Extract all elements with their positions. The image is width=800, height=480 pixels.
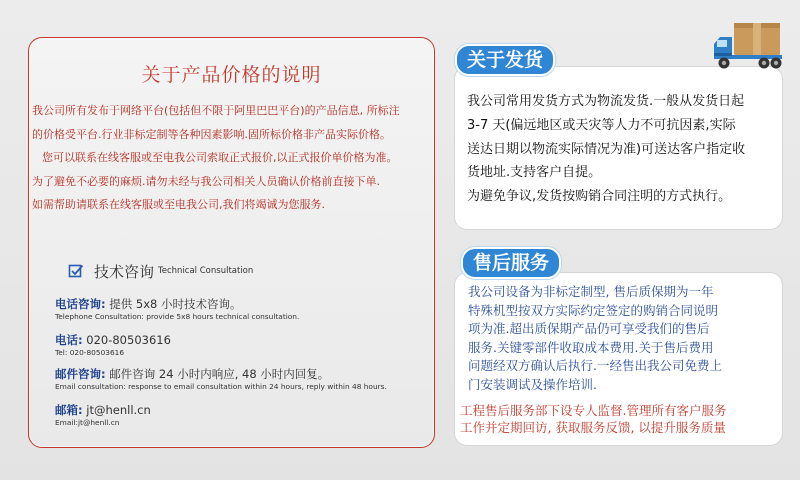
service-red-line: 工程售后服务部下设专人监督.管理所有客户服务 bbox=[460, 403, 727, 418]
shipping-line: 为避免争议,发货按购销合同注明的方式执行。 bbox=[467, 189, 732, 205]
phone-row bbox=[55, 332, 435, 357]
phone-en: Tel: 020-80503616 bbox=[55, 348, 125, 357]
pricing-notes bbox=[32, 99, 402, 217]
tech-consult-heading bbox=[68, 261, 253, 281]
service-line: 我公司设备为非标定制型, 售后质保期为一年 bbox=[468, 284, 714, 299]
checkbox-icon bbox=[68, 263, 84, 279]
phone-consult-value: 提供 5x8 小时技术咨询。 bbox=[109, 297, 242, 311]
email-value[interactable]: jt@henll.cn bbox=[86, 403, 151, 417]
tech-consult-title: 技术咨询 bbox=[94, 262, 155, 281]
shipping-line: 我公司常用发货方式为物流发货.一般从发货日起 bbox=[467, 94, 745, 109]
pricing-paragraph: 您可以联系在线客服或至电我公司索取正式报价,以正式报价单价格为准。 为了避免不必要的麻烦.请勿未经与我公司相关人员确认价格前直接下单. bbox=[32, 151, 398, 188]
phone-consult-label: 电话咨询: bbox=[55, 297, 106, 311]
phone-value[interactable]: 020-80503616 bbox=[86, 333, 171, 347]
shipping-line: 3-7 天(偏远地区或天灾等人力不可抗因素,实际 bbox=[467, 117, 736, 133]
mail-consult-label: 邮件咨询: bbox=[55, 367, 106, 381]
service-line: 特殊机型按双方实际约定签定的购销合同说明 bbox=[468, 302, 719, 318]
mail-consult-en: Email consultation: response to email consultation within 24 hours, reply within 48 hours. bbox=[55, 382, 387, 391]
pricing-paragraph: 我公司所有发布于网络平台(包括但不限于阿里巴巴平台)的产品信息, 所标注的价格受平台.行业非标定制等各种因素影响.固所标价格非产品实际价格。 bbox=[32, 104, 400, 141]
service-text bbox=[468, 283, 773, 395]
service-red-line: 工作并定期回访, 获取服务反馈, 以提升服务质量 bbox=[460, 419, 726, 435]
shipping-line: 送达日期以物流实际情况为准)可送达客户指定收 bbox=[467, 141, 746, 157]
shipping-text bbox=[467, 90, 777, 209]
pricing-paragraph: 如需帮助请联系在线客服或至电我公司,我们将竭诚为您服务. bbox=[32, 198, 325, 212]
service-supervision-text bbox=[460, 403, 780, 436]
phone-consult-row bbox=[55, 296, 435, 321]
service-line: 项为准.超出质保期产品仍可享受我们的售后 bbox=[468, 321, 710, 337]
service-line: 门安装调试及操作培训. bbox=[468, 376, 597, 392]
service-title: 售后服务 bbox=[461, 247, 561, 279]
shipping-line: 货地址.支持客户自提。 bbox=[467, 165, 602, 181]
mail-consult-value: 邮件咨询 24 小时内响应, 48 小时内回复。 bbox=[109, 367, 330, 381]
service-line: 问题经双方确认后执行.一经售出我公司免费上 bbox=[468, 358, 722, 374]
email-row bbox=[55, 402, 435, 427]
phone-consult-en: Telephone Consultation: provide 5x8 hours technical consultation. bbox=[55, 312, 300, 321]
delivery-truck-icon bbox=[712, 22, 784, 74]
service-line: 服务.关键零部件收取成本费用.关于售后费用 bbox=[468, 339, 714, 355]
email-en: Email:jt@henll.cn bbox=[55, 418, 120, 427]
tech-consult-title-en: Technical Consultation bbox=[158, 266, 254, 276]
email-label: 邮箱: bbox=[55, 403, 83, 417]
shipping-title: 关于发货 bbox=[455, 44, 555, 76]
pricing-title: 关于产品价格的说明 bbox=[141, 64, 322, 86]
phone-label: 电话: bbox=[55, 333, 83, 347]
mail-consult-row bbox=[55, 366, 435, 391]
